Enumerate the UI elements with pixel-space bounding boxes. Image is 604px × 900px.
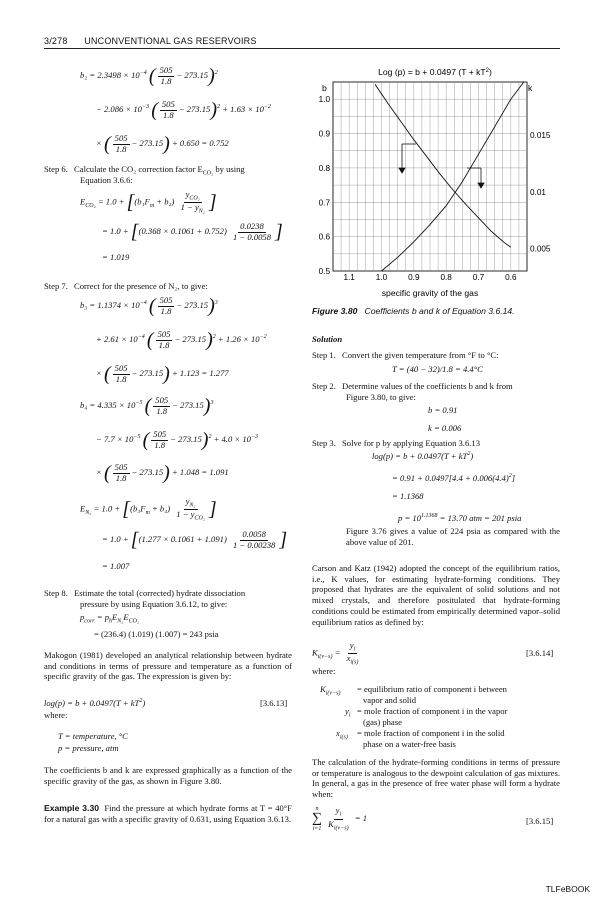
y-left-tick-label: 0.9 xyxy=(318,129,330,139)
step6: Step 6. Calculate the CO₂ correction factor $E_{CO_2}$ by using xyxy=(44,164,245,177)
def-temperature: T = temperature, °C xyxy=(58,731,128,741)
y-right-tick-label: 0.005 xyxy=(530,244,551,254)
def-x-term: $x_{i(s)}$ xyxy=(336,728,348,741)
chapter-title: UNCONVENTIONAL GAS RESERVOIRS xyxy=(84,36,257,46)
solution-k-value: k = 0.006 xyxy=(428,423,462,433)
calculation-paragraph: The calculation of the hydrate-forming conditions in terms of pressure or temperature is analogous to the dewpoint calculation of gas mixtures. In general, a gas in the presence of free water phase will form a hydrate when: xyxy=(312,757,560,800)
en2-line2: = 1.0 + [(1.277 × 0.1061 + 1.091) $\frac{0.0058}{1 - 0.00238}$ ] xyxy=(102,529,288,551)
x-tick-label: 1.1 xyxy=(343,273,355,282)
y-right-tick-label: 0.015 xyxy=(530,131,551,141)
x-tick-label: 0.7 xyxy=(472,273,485,282)
solution-step1-eq: T = (40 − 32)/1.8 = 4.4°C xyxy=(392,364,483,374)
b4-line3: × ( $\frac{505}{1.8}$ − 273.15) + 1.048 = 1.091 xyxy=(96,462,229,484)
b3-line3: × ( $\frac{505}{1.8}$ − 273.15) + 1.123 = 1.277 xyxy=(96,363,229,385)
step7: Step 7. Correct for the presence of N₂, to give: xyxy=(44,281,208,291)
b2-line3: × ( $\frac{505}{1.8}$ − 273.15) + 0.650 = 0.752 xyxy=(96,133,229,155)
en2-formula: $E_{N_2} = 1.0 + [(b_3F_m + b_4)$ $\frac{y_{N_2}}{1 - y_{CO_2}}$ ] xyxy=(80,496,217,522)
def-pressure: p = pressure, atm xyxy=(58,743,119,753)
x-tick-label: 1.0 xyxy=(375,273,388,282)
eq-3-6-13-number: [3.6.13] xyxy=(260,698,288,708)
example-3-30: Example 3.30 Find the pressure at which hydrate forms at T = 40°F for a natural gas with a specific gravity of 0.631, using Equation 3.6.13. xyxy=(44,803,293,824)
pcorr-formula: $p_{corr} = p_hE_{N_2}E_{CO_2}$ xyxy=(80,612,140,625)
solution-b-value: b = 0.91 xyxy=(428,405,458,415)
solution-step3: Step 3. Solve for p by applying Equation 3.6.13 xyxy=(312,438,480,448)
y-left-tick-label: 1.0 xyxy=(318,95,330,105)
footer-brand: TLFeBOOK xyxy=(545,884,590,894)
b4-line2: − $7.7 \times 10^{-5}$ ( $\frac{505}{1.8}$ − $273.15)^2 + 4.0 \times 10^{-3}$ xyxy=(96,429,259,451)
y-left-tick-label: 0.6 xyxy=(318,232,330,242)
solution-step3-eq4: $p = 10^{1.1368} = 13.70$ atm = 201 psia xyxy=(398,513,522,523)
b4-line1: $b_4 = 4.335 \times 10^{-5}$ ( $\frac{505}{1.8}$ − 273.15)$^3$ xyxy=(80,395,214,417)
series xyxy=(375,82,524,271)
y-left-tick-label: 0.5 xyxy=(318,267,330,276)
grid xyxy=(333,82,527,271)
def-k-term: $K_{i(v-s)}$ xyxy=(320,684,341,697)
b3-line1: $b_3 = 1.1374 \times 10^{-4}$ ( $\frac{505}{1.8}$ − 273.15)$^3$ xyxy=(80,295,218,317)
eq-3-6-15: n ∑ i=1 $\frac{y_i}{K_{i(v-s)}}$ = 1 xyxy=(312,805,367,832)
chart-title: Log (p) = b + 0.0497 $(T + kT^2)$ xyxy=(378,67,492,77)
eq-3-6-15-number: [3.6.15] xyxy=(526,816,554,826)
x-tick-label: 0.8 xyxy=(440,273,452,282)
running-header xyxy=(44,36,271,47)
def-y-term: $y_i$ xyxy=(345,706,351,719)
eco2-result: = 1.019 xyxy=(102,252,130,262)
def-x-text2: phase on a water-free basis xyxy=(363,739,456,749)
y-left-tick-label: 0.7 xyxy=(318,198,330,208)
def-k-text: = equilibrium ratio of component i between xyxy=(357,684,507,694)
figure-3-80 xyxy=(310,60,560,316)
where-left: where: xyxy=(44,710,68,720)
def-k-text2: vapor and solid xyxy=(363,695,416,705)
x-tick-label: 0.6 xyxy=(505,273,517,282)
solution-heading: Solution xyxy=(312,334,343,344)
page-number: 3/278 xyxy=(44,36,68,46)
step8-line2: pressure by using Equation 3.6.12, to give: xyxy=(80,599,228,609)
solution-note: Figure 3.76 gives a value of 224 psia as compared with the above value of 201. xyxy=(346,526,560,547)
eco2-formula: $E_{CO_2} = 1.0 + [(b_1F_m + b_2)$ $\frac{y_{CO_2}}{1 - y_{N_2}}$ ] xyxy=(80,189,217,215)
eq-3-6-14: $K_{i(v-s)}$ = $\frac{y_i}{x_{i(s)}}$ xyxy=(312,640,359,666)
solution-step3-eq3: = 1.1368 xyxy=(392,491,424,501)
left-axis-label: b xyxy=(322,83,327,93)
eq-3-6-13: $\log(p) = b + 0.0497(T + kT^2)$ xyxy=(44,698,146,708)
b2-line2: − $2.086 \times 10^{-3}$ ( $\frac{505}{1.8}$ − $273.15)^2 + 1.63 \times 10^{-2}$ xyxy=(96,99,271,121)
series-line-b xyxy=(382,82,524,271)
carson-katz-paragraph: Carson and Katz (1942) adopted the concept of the equilibrium ratios, i.e., K values, for estimating hydrate-forming conditions. They proposed that hydrates are the equivalent of solid solutions and not mixed crystals, and therefore positulated that hydrate-forming conditions could be estimated from empirically determined vapor–solid equilibrium ratios as defined by: xyxy=(312,563,560,627)
x-axis-label: specific gravity of the gas xyxy=(381,288,479,298)
pcorr-value: = (236.4) (1.019) (1.007) = 243 psia xyxy=(94,629,219,639)
right-axis-label: k xyxy=(528,83,533,93)
def-y-text: = mole fraction of component i in the vapor xyxy=(357,706,508,716)
def-x-text: = mole fraction of component i in the solid xyxy=(357,728,505,738)
step6-line2: Equation 3.6.6: xyxy=(80,175,133,185)
y-right-tick-label: 0.01 xyxy=(530,187,546,197)
b3-line2: + $2.61 \times 10^{-4}$ ( $\frac{505}{1.8}$ − $273.15)^2 + 1.26 \times 10^{-2}$ xyxy=(96,329,267,351)
step8: Step 8. Estimate the total (corrected) hydrate dissociation xyxy=(44,588,246,598)
x-tick-label: 0.9 xyxy=(408,273,420,282)
solution-step2-line2: Figure 3.80, to give: xyxy=(346,392,416,402)
solution-step1: Step 1. Convert the given temperature from °F to °C: xyxy=(312,350,499,360)
where-right: where: xyxy=(312,666,336,676)
y-left-tick-label: 0.8 xyxy=(318,163,330,173)
series-line-k xyxy=(375,84,511,247)
b2-line1: $b_2 = 2.3498 \times 10^{-4}$ ( $\frac{505}{1.8}$ − 273.15)$^2$ xyxy=(80,65,218,87)
eco2-line2: = 1.0 + [(0.368 × 0.1061 + 0.752) $\frac{0.0238}{1 - 0.0058}$ ] xyxy=(102,221,283,243)
solution-step2: Step 2. Determine values of the coefficients b and k from xyxy=(312,381,513,391)
figure-caption: Figure 3.80 Coefficients b and k of Equation 3.6.14. xyxy=(312,306,515,316)
coefficients-paragraph: The coefficients b and k are expressed graphically as a function of the specific gravity of the gas, as shown in Figure 3.80. xyxy=(44,765,292,786)
en2-result: = 1.007 xyxy=(102,561,130,571)
b-k-chart xyxy=(310,60,560,300)
eq-3-6-14-number: [3.6.14] xyxy=(526,648,554,658)
def-y-text2: (gas) phase xyxy=(363,717,402,727)
solution-step3-eq2: = $0.91 + 0.0497[4.4 + 0.006(4.4)^2]$ xyxy=(392,473,516,483)
header-rule xyxy=(44,48,560,49)
makogon-paragraph: Makogon (1981) developed an analytical relationship between hydrate and conditions in terms of pressure and temperature as a function of specific gravity of the gas. The expression is given by: xyxy=(44,650,292,682)
solution-step3-eq1: $\log(p) = b + 0.0497(T + kT^2)$ xyxy=(372,451,474,461)
